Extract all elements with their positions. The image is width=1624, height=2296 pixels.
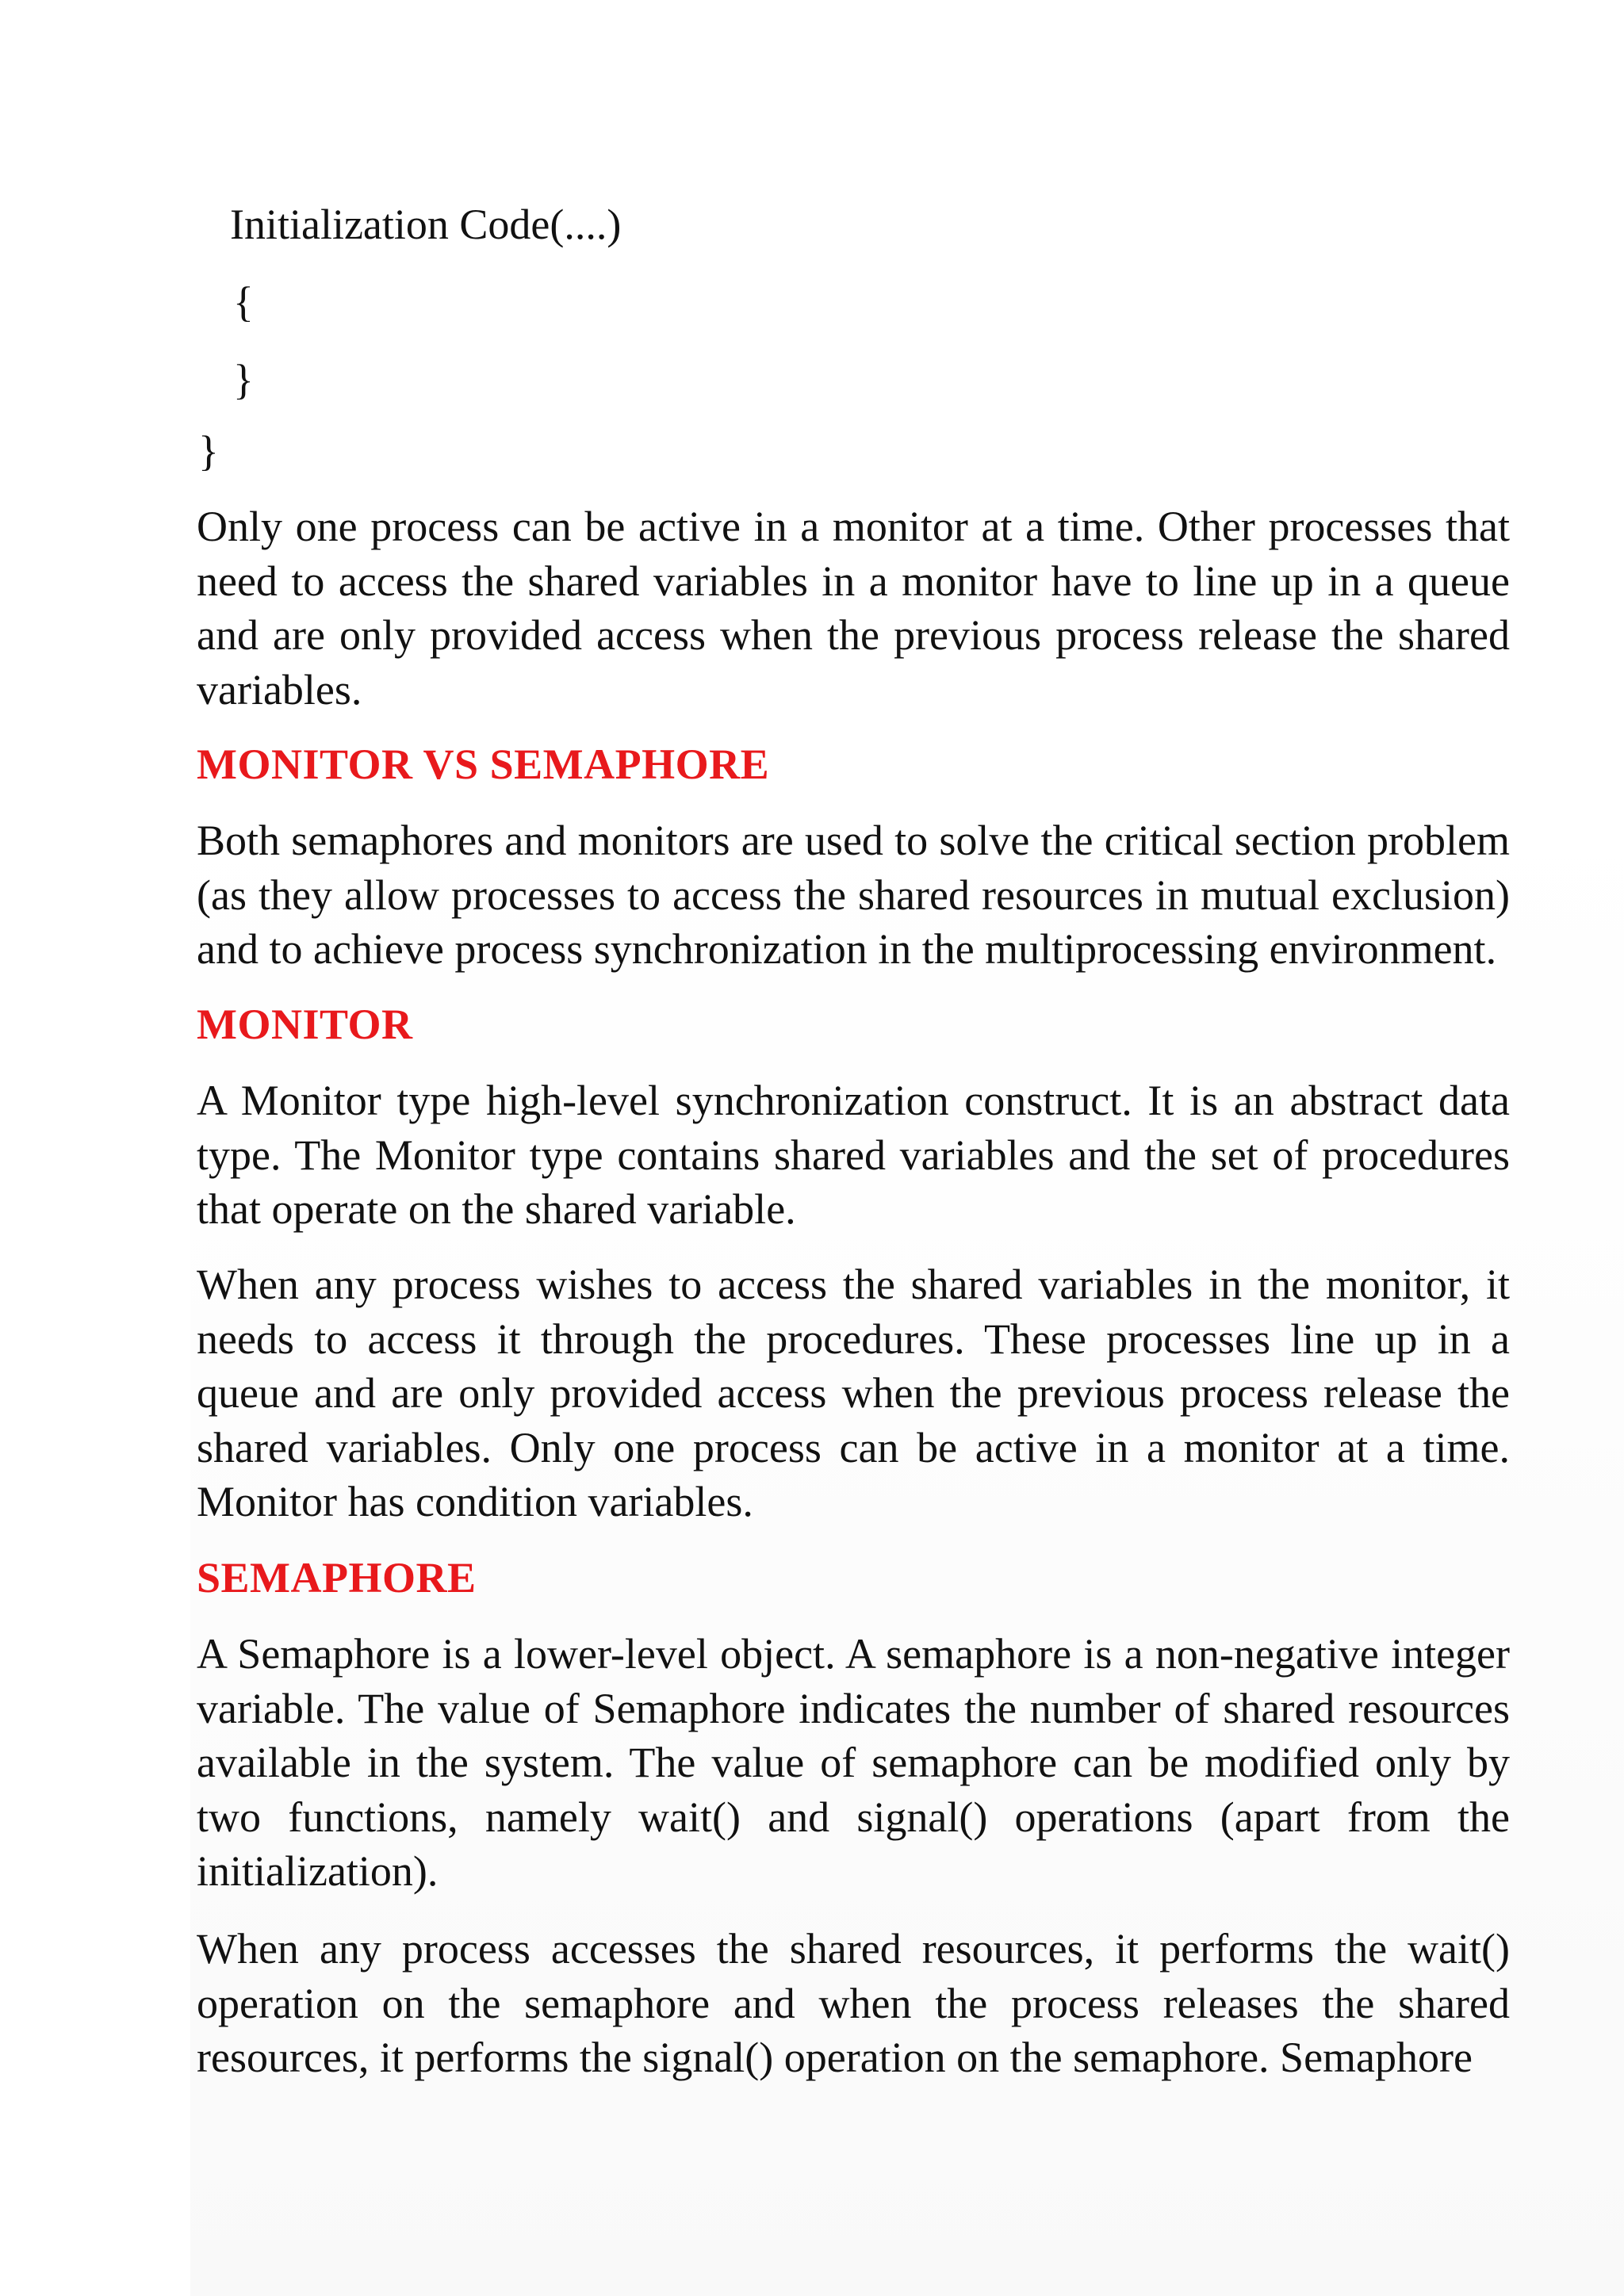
heading-monitor-vs-semaphore: MONITOR VS SEMAPHORE	[197, 740, 770, 788]
code-line-init: Initialization Code(....)	[230, 201, 622, 248]
intro-paragraph: Only one process can be active in a monitor at a time. Other processes that need to access the shared variables in a monitor have to line up in a queue and are only provided access when the previous process release the shared variables.	[197, 503, 1510, 714]
monitor-paragraph-2: When any process wishes to access the shared variables in the monitor, it needs to access it through the procedures. These processes line up in a queue and are only provided access when the previous process release the shared variables. Only one process can be active in a monitor at a time. Monitor has condition variables.	[197, 1261, 1510, 1525]
monitor-vs-semaphore-paragraph: Both semaphores and monitors are used to solve the critical section problem (as they allow processes to access the shared resources in mutual exclusion) and to achieve process synchronization in the multiprocessing environment.	[197, 817, 1510, 973]
semaphore-paragraph-2: When any process accesses the shared resources, it performs the wait() operation on the semaphore and when the process releases the shared resources, it performs the signal() operation on the semaphore. Semaphore	[197, 1925, 1510, 2081]
code-close-brace-inner: }	[233, 356, 254, 404]
heading-monitor: MONITOR	[197, 1001, 413, 1048]
code-close-brace-outer: }	[198, 427, 219, 475]
code-open-brace: {	[233, 278, 254, 326]
semaphore-paragraph-1: A Semaphore is a lower-level object. A semaphore is a non-negative integer variable. The value of Semaphore indicates the number of shared resources available in the system. The value of semaphore can be modified only by two functions, namely wait() and signal() operations (apart from the initialization).	[197, 1630, 1510, 1895]
heading-semaphore: SEMAPHORE	[197, 1554, 477, 1601]
monitor-paragraph-1: A Monitor type high-level synchronization construct. It is an abstract data type. The Monitor type contains shared variables and the set of procedures that operate on the shared variable.	[197, 1077, 1510, 1233]
